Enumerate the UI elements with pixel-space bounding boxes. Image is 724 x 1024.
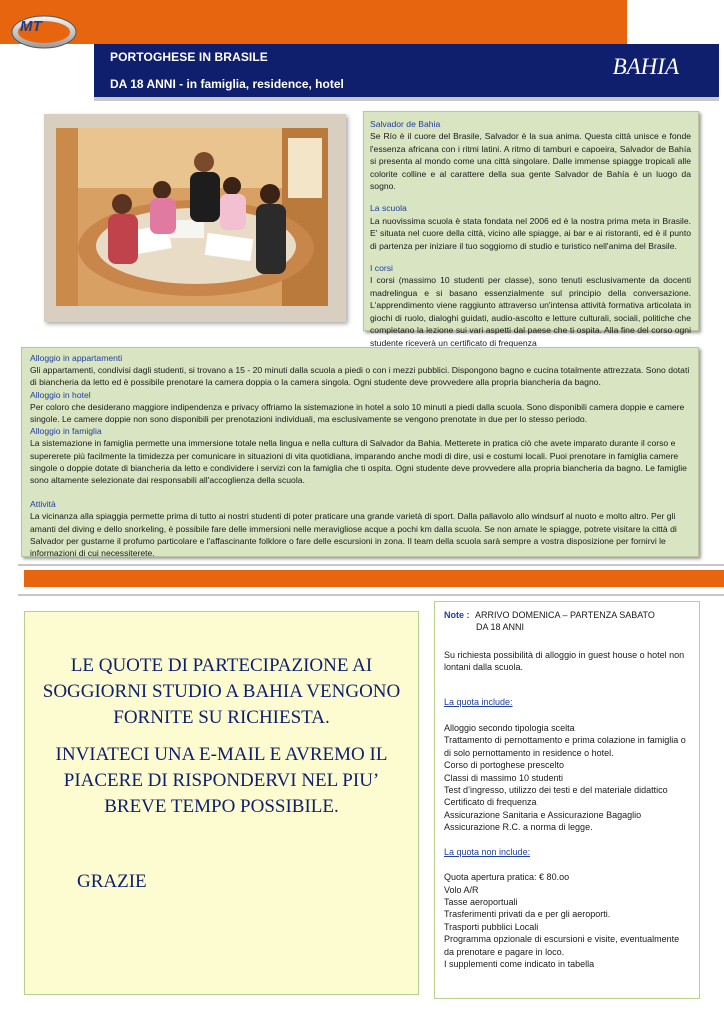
quote-request-text: LE QUOTE DI PARTECIPAZIONE AI SOGGIORNI STUDIO A BAHIA VENGONO FORNITE SU RICHIESTA. [42,655,401,728]
svg-text:MT: MT [20,18,42,35]
exclude-item: Quota apertura pratica: € 80.oo [444,872,570,883]
exclude-item: Trasferimenti privati da e per gli aeroporti. [444,909,611,920]
include-item: Classi di massimo 10 studenti [444,772,564,783]
corsi-text: I corsi (massimo 10 studenti per classe), sono tenuti esclusivamente da docenti madrelingua e si basano essenzialmente sul principio della conversazione. L'apprendimento viene raggiunto attraverso un'intensa attività formativa articolata in giochi di ruolo, dialoghi guidati, audio-ascolto e letture culturali, sociali, politiche che completano la lezione sui vari aspetti dal paese che ti ospita. Alla fine del corso ogni studente riceverà un certificato di frequenza [370,275,691,348]
title-bar [94,44,719,97]
appartamenti-text: Gli appartamenti, condivisi dagli studenti, si trovano a 15 - 20 minuti dalla scuola a piedi o con i mezzi pubblici. Dispongono bagno e cucina totalmente attrezzata. Sono dotati di biancheria da letto ed è possibile prenotare la camera doppia o la camera singola. Ogni studente deve provvedere alla propria biancheria da bagno. [30,365,690,388]
scuola-text: La nuovissima scuola è stata fondata nel 2006 ed è la nostra prima meta in Brasile. E' situata nel cuore della città, vicino alle spiagge, ai bar e ai ristoranti, ed è il punto di partenza per iniziare il tuo soggiorno di studio e turistico nell'anima del Brasile. [370,215,691,251]
separator-orange [24,570,724,587]
students-photo [56,128,328,306]
separator-bar [18,564,724,596]
famiglia-text: La sistemazione in famiglia permette una immersione totale nella lingua e nella cultura di Salvador da Bahia. Metterete in pratica ciò che avete imparato durante il corso e supererete più facilmente la timidezza per comunicare in situazioni di vita quotidiana, imparando anche modi di dire, usi e costumi locali. Puoi prenotare in famiglia camere singole o doppie dotate di biancheria da letto e condividere i servizi con la famiglia che ti ospita. Ogni studente deve provvedere alla propria biancheria da bagno. Le famiglie sono altamente selezionate dai responsabili all'accoglienza della scuola. [30,438,687,486]
photo-frame [44,114,346,322]
notes-box [434,601,700,999]
quote-box [24,611,419,995]
exclude-list [444,871,690,970]
exclude-item: Tasse aeroportuali [444,896,518,907]
hotel-text: Per coloro che desiderano maggiore indipendenza e privacy offriamo la sistemazione in hotel a solo 10 minuti a piedi dalla scuola. Sono disponibili camera doppie e camere singole. Le camere doppie non sono disponibili per prenotazioni individuali, ma esclusivamente se vengono prenotate in due per lo stesso periodo. [30,401,685,425]
include-item: Certificato di frequenza [444,797,537,808]
arrival-text: ARRIVO DOMENICA – PARTENZA SABATO [475,610,655,620]
salvador-heading: Salvador de Bahia [370,119,441,129]
exclude-item: Trasporti pubblici Locali [444,921,539,932]
include-item: Corso di portoghese prescelto [444,760,565,771]
logo [10,10,78,50]
age-text: DA 18 ANNI [476,622,525,633]
scuola-heading: La scuola [370,203,407,214]
exclude-item: Programma opzionale di escursioni e visite, eventualmente da prenotare e pagare in loco. [444,934,680,957]
include-item: Alloggio secondo tipologia scelta [444,723,575,734]
thanks-text: GRAZIE [77,871,147,892]
hotel-heading: Alloggio in hotel [30,389,91,400]
note-label: Note : [444,610,470,620]
exclude-item: Volo A/R [444,884,479,895]
accommodation-box [21,347,699,557]
attivita-text: La vicinanza alla spiaggia permette prima di tutto ai nostri studenti di poter praticare una grande varietà di sport. Dalla pallavolo allo windsurf al nuoto e molto altro. Per gli amanti del diving e dello snorkeling, è possibile fare delle immersioni nelle meravigliose acque a pochi km dalla scuola. Se non amate le spiagge, potrete visitare la città di Salvador per gustarne il profumo particolare e l'affascinante folklore o fare delle escursioni in zona. Il team della scuola sarà sempre a vostra disposizione per fornirvi le informazioni di cui necessiterete. [30,511,677,559]
exclude-heading: La quota non include: [444,846,531,857]
salvador-text: Se Río è il cuore del Brasile, Salvador è la sua anima. Questa città unisce e fonde l'essenza africana con i ritmi latini. A ritmo di tamburi e capoeira, Salvador de Bahía si presenta al mondo come una città singolare. Dalle immense spiagge tropicali alle colorite colline e al carattere della sua gente Salvador de Bahía è un luogo da sogno. [370,131,691,192]
attivita-heading: Attività [30,499,56,510]
request-text: Su richiesta possibilità di alloggio in guest house o hotel non lontani dalla scuola. [444,649,685,673]
title-shadow [94,97,719,101]
header-orange-band [0,0,627,44]
include-heading: La quota include: [444,696,513,707]
include-list [444,722,690,834]
famiglia-heading: Alloggio in famiglia [30,426,102,437]
email-invite-text: INVIATECI UNA E-MAIL E AVREMO IL PIACERE DI RISPONDERVI NEL PIU’ BREVE TEMPO POSSIBILE. [55,744,388,817]
intro-box [363,111,699,348]
exclude-item: I supplementi come indicato in tabella [444,958,595,969]
include-item: Trattamento di pernottamento e prima colazione in famiglia o di solo pernottamento in residence o hotel. [444,735,686,758]
appartamenti-heading: Alloggio in appartamenti [30,353,123,363]
program-subtitle: DA 18 ANNI - in famiglia, residence, hotel [110,77,344,91]
include-item: Assicurazione Sanitaria e Assicurazione Bagaglio [444,809,642,820]
program-title: PORTOGHESE IN BRASILE [110,50,268,64]
corsi-heading: I corsi [370,263,393,274]
destination-title: BAHIA [612,54,679,79]
include-item: Test d’ingresso, utilizzo dei testi e del materiale didattico [444,785,668,796]
include-item: Assicurazione R.C. a norma di legge. [444,822,593,833]
